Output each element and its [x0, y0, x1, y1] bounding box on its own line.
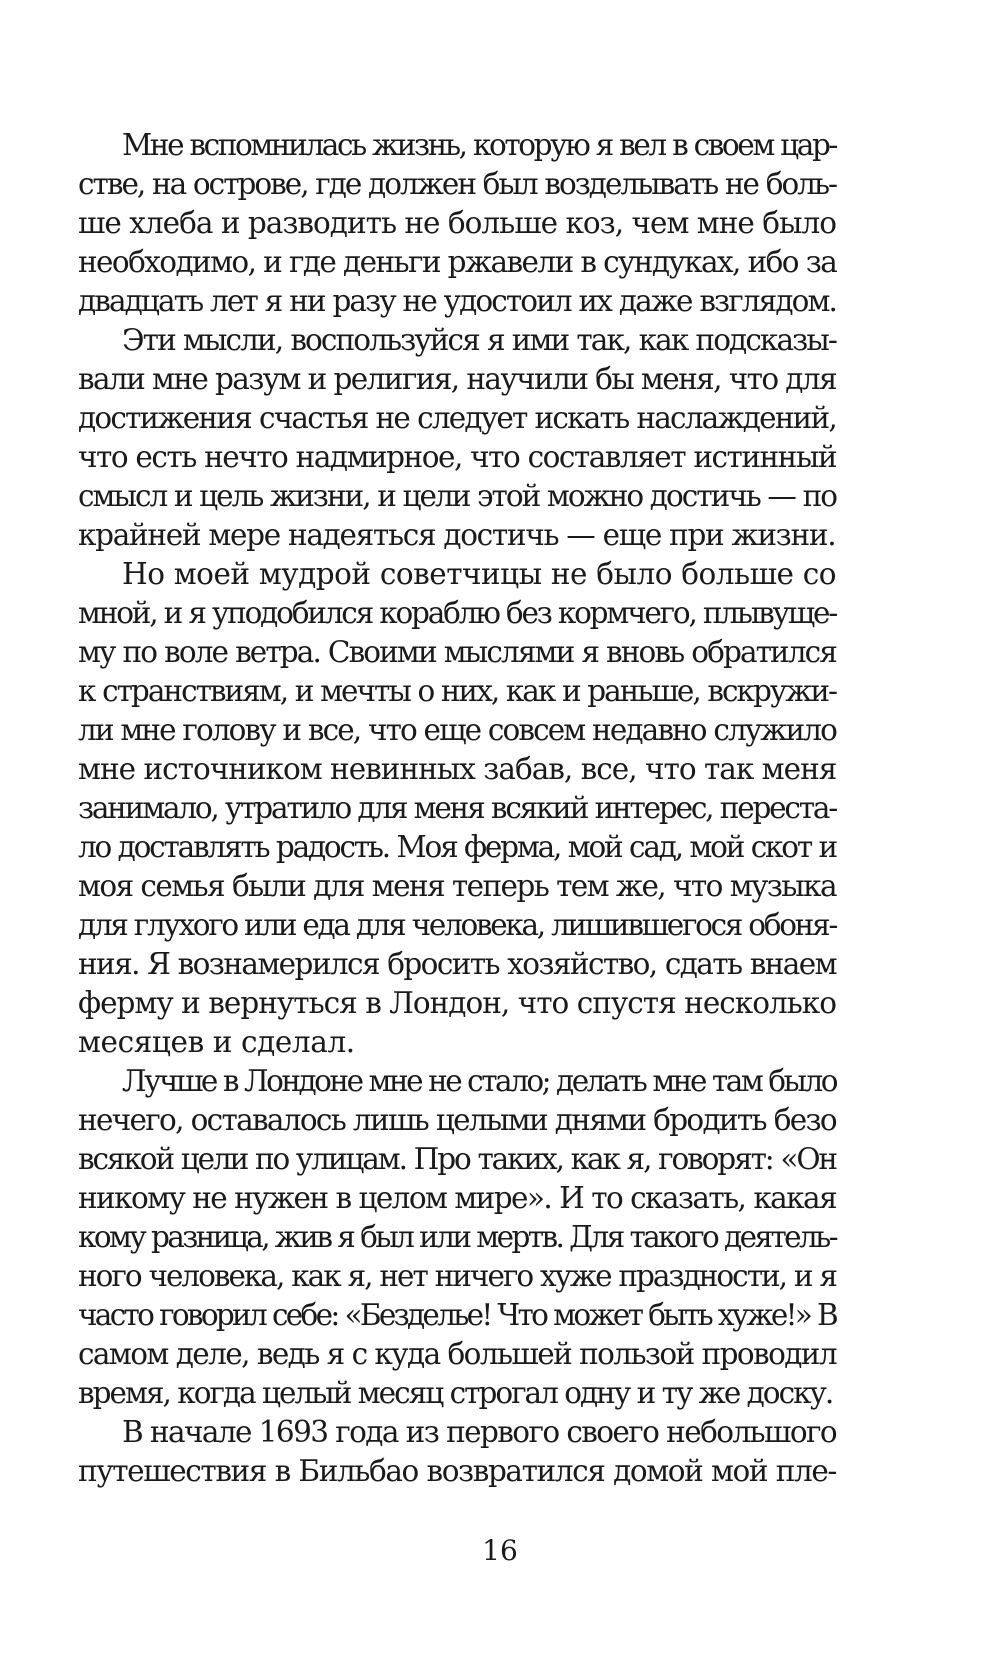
text-line: месяцев и сделал.: [78, 1025, 355, 1059]
text-line: ния. Я вознамерился бросить хозяйство, сдать внаем: [78, 947, 836, 981]
text-line: мне источником невинных забав, все, что так меня: [78, 752, 837, 786]
text-line: путешествия в Бильбао возвратился домой мой пле-: [78, 1454, 836, 1488]
text-line: двадцать лет я ни разу не удостоил их даже взглядом.: [78, 284, 836, 318]
text-line: всякой цели по улицам. Про таких, как я, говорят: «Он: [78, 1142, 836, 1176]
text-line: крайней мере надеяться достичь — еще при жизни.: [78, 518, 836, 552]
text-line: что есть нечто надмирное, что составляет истинный: [78, 440, 836, 474]
body-text: [78, 126, 836, 1491]
text-line: Лучше в Лондоне мне не стало; делать мне там было: [122, 1064, 836, 1098]
text-line: занимало, утратило для меня всякий интерес, переста-: [78, 791, 836, 825]
text-line: часто говорил себе: «Безделье! Что может быть хуже!» В: [78, 1298, 836, 1332]
text-line: ли мне голову и все, что еще совсем недавно служило: [78, 713, 836, 747]
text-line: к странствиям, и мечты о них, как и раньше, вскружи-: [78, 674, 836, 708]
page-number: 16: [482, 1534, 518, 1567]
text-line: Эти мысли, воспользуйся я ими так, как подсказы-: [122, 323, 836, 357]
text-line: нечего, оставалось лишь целыми днями бродить безо: [78, 1103, 836, 1137]
text-line: мной, и я уподобился кораблю без кормчего, плывуще-: [78, 596, 836, 630]
text-line: кому разница, жив я был или мертв. Для такого деятель-: [78, 1220, 836, 1254]
text-line: необходимо, и где деньги ржавели в сундуках, ибо за: [78, 245, 837, 279]
text-line: достижения счастья не следует искать наслаждений,: [78, 401, 836, 435]
text-line: для глухого или еда для человека, лишившегося обоня-: [78, 908, 836, 942]
text-line: самом деле, ведь я с куда большей пользой проводил: [78, 1337, 836, 1371]
text-line: никому не нужен в целом мире». И то сказать, какая: [78, 1181, 836, 1215]
text-line: ло доставлять радость. Моя ферма, мой сад, мой скот и: [78, 830, 836, 864]
text-line: стве, на острове, где должен был возделывать не боль-: [78, 167, 836, 201]
text-line: смысл и цель жизни, и цели этой можно достичь — по: [78, 479, 836, 513]
text-line: время, когда целый месяц строгал одну и ту же доску.: [78, 1376, 833, 1410]
text-line: ше хлеба и разводить не больше коз, чем мне было: [78, 206, 836, 240]
text-line: В начале 1693 года из первого своего небольшого: [122, 1415, 836, 1449]
text-line: Мне вспомнилась жизнь, которую я вел в своем цар-: [122, 128, 836, 162]
text-line: ферму и вернуться в Лондон, что спустя несколько: [78, 986, 836, 1020]
text-line: му по воле ветра. Своими мыслями я вновь обратился: [78, 635, 836, 669]
text-line: Но моей мудрой советчицы не было больше со: [122, 557, 836, 591]
text-line: вали мне разум и религия, научили бы меня, что для: [78, 362, 836, 396]
text-line: ного человека, как я, нет ничего хуже праздности, и я: [78, 1259, 836, 1293]
text-line: моя семья были для меня теперь тем же, что музыка: [78, 869, 836, 903]
